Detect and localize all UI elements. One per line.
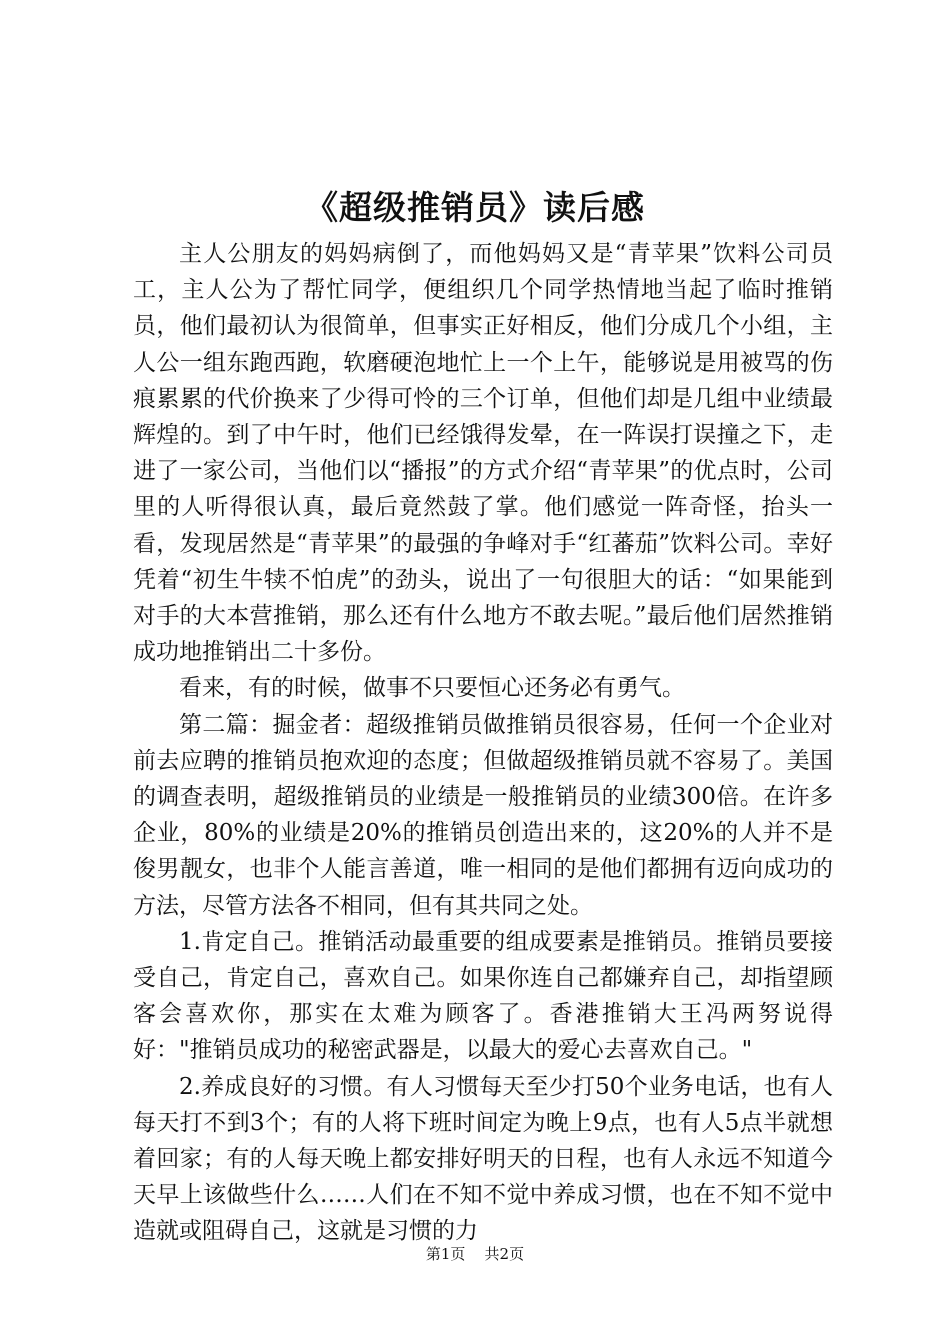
paragraph: 1.肯定自己。推销活动最重要的组成要素是推销员。推销员要接受自己，肯定自己，喜欢自己。如果你连自己都嫌弃自己，却指望顾客会喜欢你，那实在太难为顾客了。香港推销大王冯两努说得好："推销员成功的秘密武器是，以最大的爱心去喜欢自己。" [133,928,833,1064]
page-total: 共2页 [484,1245,525,1263]
paragraph: 看来，有的时候，做事不只要恒心还务必有勇气。 [179,675,685,702]
document-body [133,236,833,1250]
document-title: 《超级推销员》读后感 [305,188,645,227]
paragraph: 2.养成良好的习惯。有人习惯每天至少打50个业务电话，也有人每天打不到3个；有的人将下班时间定为晚上9点，也有人5点半就想着回家；有的人每天晚上都安排好明天的日程，也有人永远不知道今天早上该做些什么……人们在不知不觉中养成习惯，也在不知不觉中造就或阻碍自己，这就是习惯的力 [133,1073,833,1245]
paragraph: 第二篇：掘金者：超级推销员做推销员很容易，任何一个企业对前去应聘的推销员抱欢迎的态度；但做超级推销员就不容易了。美国的调查表明，超级推销员的业绩是一般推销员的业绩300倍。在许多企业，80%的业绩是20%的推销员创造出来的，这20%的人并不是俊男靓女，也非个人能言善道，唯一相同的是他们都拥有迈向成功的方法，尽管方法各不相同，但有其共同之处。 [133,711,833,919]
page-footer [0,1243,950,1265]
page-number: 第1页 [425,1245,466,1263]
paragraph: 主人公朋友的妈妈病倒了，而他妈妈又是“青苹果”饮料公司员工，主人公为了帮忙同学，便组织几个同学热情地当起了临时推销员，他们最初认为很简单，但事实正好相反，他们分成几个小组，主人公一组东跑西跑，软磨硬泡地忙上一个上午，能够说是用被骂的伤痕累累的代价换来了少得可怜的三个订单，但他们却是几组中业绩最辉煌的。到了中午时，他们已经饿得发晕，在一阵误打误撞之下，走进了一家公司，当他们以“播报”的方式介绍“青苹果”的优点时，公司里的人听得很认真，最后竟然鼓了掌。他们感觉一阵奇怪，抬头一看，发现居然是“青苹果”的最强的争峰对手“红蕃茄”饮料公司。幸好凭着“初生牛犊不怕虎”的劲头，说出了一句很胆大的话：“如果能到对手的大本营推销，那么还有什么地方不敢去呢。”最后他们居然推销成功地推销出二十多份。 [133,241,833,666]
footer-separator [470,1245,480,1263]
